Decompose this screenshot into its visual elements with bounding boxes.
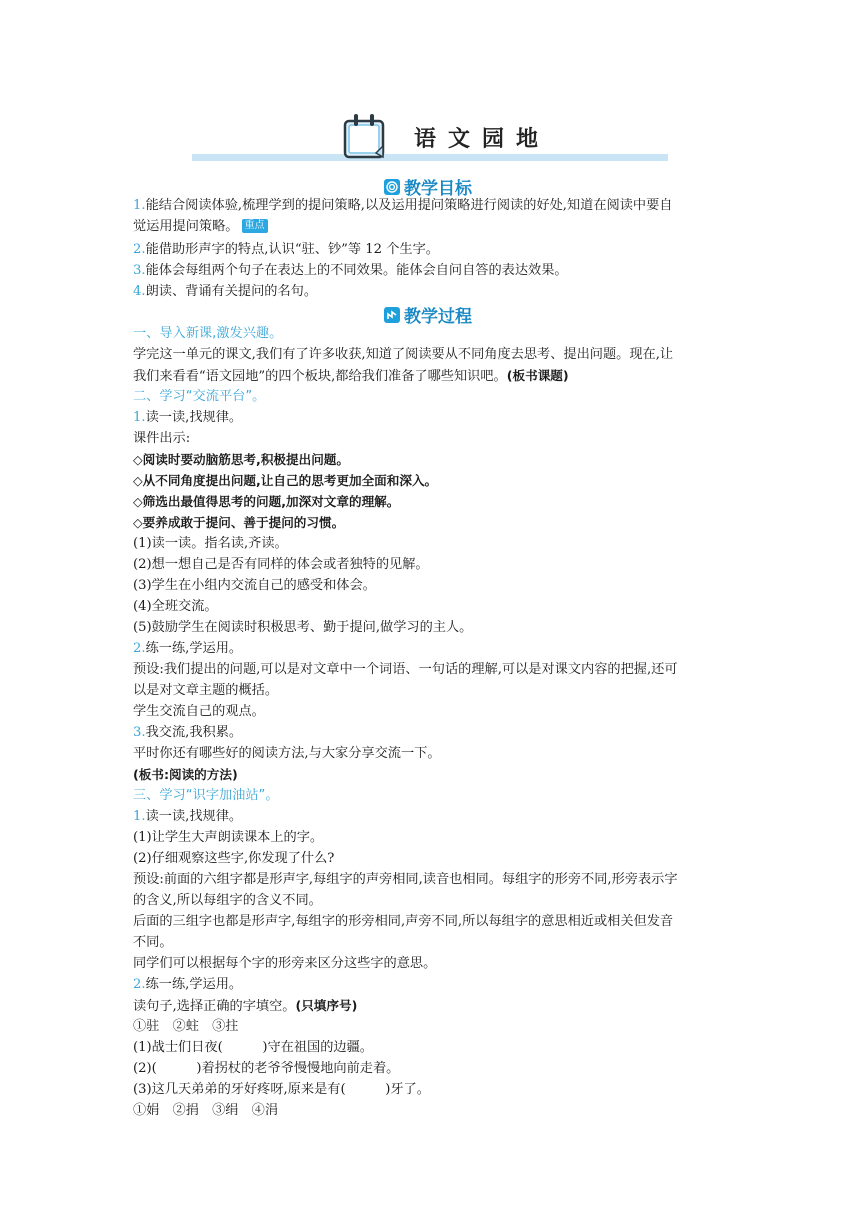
step-text: 读一读,找规律。 bbox=[145, 410, 243, 425]
section-2-title: 二、学习“交流平台”。 bbox=[133, 389, 266, 404]
goal-item-1 bbox=[133, 196, 733, 216]
paragraph-text: 读句子,选择正确的字填空。 bbox=[133, 999, 296, 1014]
step-num: 3. bbox=[133, 725, 146, 740]
section-3-title: 三、学习“识字加油站”。 bbox=[133, 788, 279, 803]
paragraph-line: 以是对文章主题的概括。 bbox=[133, 683, 279, 698]
paragraph-line: 预设:前面的六组字都是形声字,每组字的声旁相同,读音也相同。每组字的形旁不同,形旁表示字 bbox=[133, 872, 678, 887]
list-item: (1)读一读。指名读,齐读。 bbox=[133, 536, 288, 551]
header-underline bbox=[192, 154, 668, 161]
paragraph-line: 同学们可以根据每个字的形旁来区分这些字的意思。 bbox=[133, 956, 437, 971]
step-num: 1. bbox=[133, 410, 146, 425]
goal-item-3 bbox=[133, 261, 733, 281]
goal-num: 2. bbox=[133, 242, 146, 257]
bullet-item: ◇筛选出最值得思考的问题,加深对文章的理解。 bbox=[133, 494, 400, 509]
target-icon bbox=[384, 179, 400, 195]
list-item: (3)学生在小组内交流自己的感受和体会。 bbox=[133, 578, 376, 593]
goal-num: 4. bbox=[133, 284, 146, 299]
question-item: (1)战士们日夜( )守在祖国的边疆。 bbox=[133, 1040, 373, 1055]
goal-text: 能借助形声字的特点,认识“驻、钞”等 12 个生字。 bbox=[145, 242, 439, 257]
page-title: 语文园地 bbox=[414, 127, 551, 152]
paragraph-line: 的含义,所以每组字的含义不同。 bbox=[133, 893, 322, 908]
goal-num: 1. bbox=[133, 198, 146, 213]
step-num: 2. bbox=[133, 977, 146, 992]
goal-item-2 bbox=[133, 240, 733, 260]
process-heading-text: 教学过程 bbox=[404, 307, 472, 327]
list-item: (4)全班交流。 bbox=[133, 599, 218, 614]
list-item: (2)仔细观察这些字,你发现了什么? bbox=[133, 851, 335, 866]
step-text: 练一练,学运用。 bbox=[145, 641, 243, 656]
paragraph-line: 预设:我们提出的问题,可以是对文章中一个词语、一句话的理解,可以是对课文内容的把握,还可 bbox=[133, 662, 678, 677]
step-num: 2. bbox=[133, 641, 146, 656]
goals-heading-text: 教学目标 bbox=[404, 179, 472, 199]
list-item: (5)鼓励学生在阅读时积极思考、勤于提问,做学习的主人。 bbox=[133, 620, 473, 635]
page-header bbox=[192, 112, 668, 168]
process-icon bbox=[384, 307, 400, 323]
bullet-item: ◇要养成敢于提问、善于提问的习惯。 bbox=[133, 515, 345, 530]
option-list: ①娟 ②捐 ③绢 ④涓 bbox=[133, 1103, 279, 1118]
paragraph-line: 后面的三组字也都是形声字,每组字的形旁相同,声旁不同,所以每组字的意思相近或相关但发音 bbox=[133, 914, 674, 929]
list-item: (2)想一想自己是否有同样的体会或者独特的见解。 bbox=[133, 557, 429, 572]
instruction-note: (只填序号) bbox=[295, 998, 358, 1013]
goal-item-4 bbox=[133, 282, 733, 302]
courseware-label: 课件出示: bbox=[133, 431, 191, 446]
step-item bbox=[133, 408, 733, 428]
step-num: 1. bbox=[133, 809, 146, 824]
list-item: (1)让学生大声朗读课本上的字。 bbox=[133, 830, 324, 845]
section-1-title: 一、导入新课,激发兴趣。 bbox=[133, 326, 283, 341]
step-item bbox=[133, 975, 733, 995]
bullet-item: ◇从不同角度提出问题,让自己的思考更加全面和深入。 bbox=[133, 473, 438, 488]
goal-text: 觉运用提问策略。 bbox=[133, 219, 239, 234]
board-note: (板书:阅读的方法) bbox=[133, 767, 238, 782]
paragraph-line: 学生交流自己的观点。 bbox=[133, 704, 265, 719]
question-item: (2)( )着拐杖的老爷爷慢慢地向前走着。 bbox=[133, 1061, 400, 1076]
paragraph-line bbox=[133, 366, 733, 387]
paragraph-line bbox=[133, 996, 733, 1017]
option-list: ①驻 ②蛀 ③拄 bbox=[133, 1019, 239, 1034]
goal-text: 能体会每组两个句子在表达上的不同效果。能体会自问自答的表达效果。 bbox=[145, 263, 568, 278]
goal-num: 3. bbox=[133, 263, 146, 278]
paragraph-line: 不同。 bbox=[133, 935, 173, 950]
paragraph-line: 学完这一单元的课文,我们有了许多收获,知道了阅读要从不同角度去思考、提出问题。现在,让 bbox=[133, 347, 674, 362]
step-text: 我交流,我积累。 bbox=[145, 725, 243, 740]
paragraph-text: 我们来看看“语文园地”的四个板块,都给我们准备了哪些知识吧。 bbox=[133, 369, 507, 384]
goal-text: 能结合阅读体验,梳理学到的提问策略,以及运用提问策略进行阅读的好处,知道在阅读中要自 bbox=[145, 198, 673, 213]
calendar-icon bbox=[342, 112, 388, 160]
step-text: 练一练,学运用。 bbox=[145, 977, 243, 992]
question-item: (3)这几天弟弟的牙好疼呀,原来是有( )牙了。 bbox=[133, 1082, 430, 1097]
step-item bbox=[133, 807, 733, 827]
paragraph-line: 平时你还有哪些好的阅读方法,与大家分享交流一下。 bbox=[133, 746, 441, 761]
step-item bbox=[133, 723, 733, 743]
board-note: (板书课题) bbox=[506, 368, 569, 383]
key-point-badge: 重点 bbox=[242, 219, 268, 233]
goal-text: 朗读、背诵有关提问的名句。 bbox=[145, 284, 318, 299]
step-text: 读一读,找规律。 bbox=[145, 809, 243, 824]
step-item bbox=[133, 639, 733, 659]
bullet-item: ◇阅读时要动脑筋思考,积极提出问题。 bbox=[133, 452, 349, 467]
goal-item-1-cont bbox=[133, 217, 733, 237]
